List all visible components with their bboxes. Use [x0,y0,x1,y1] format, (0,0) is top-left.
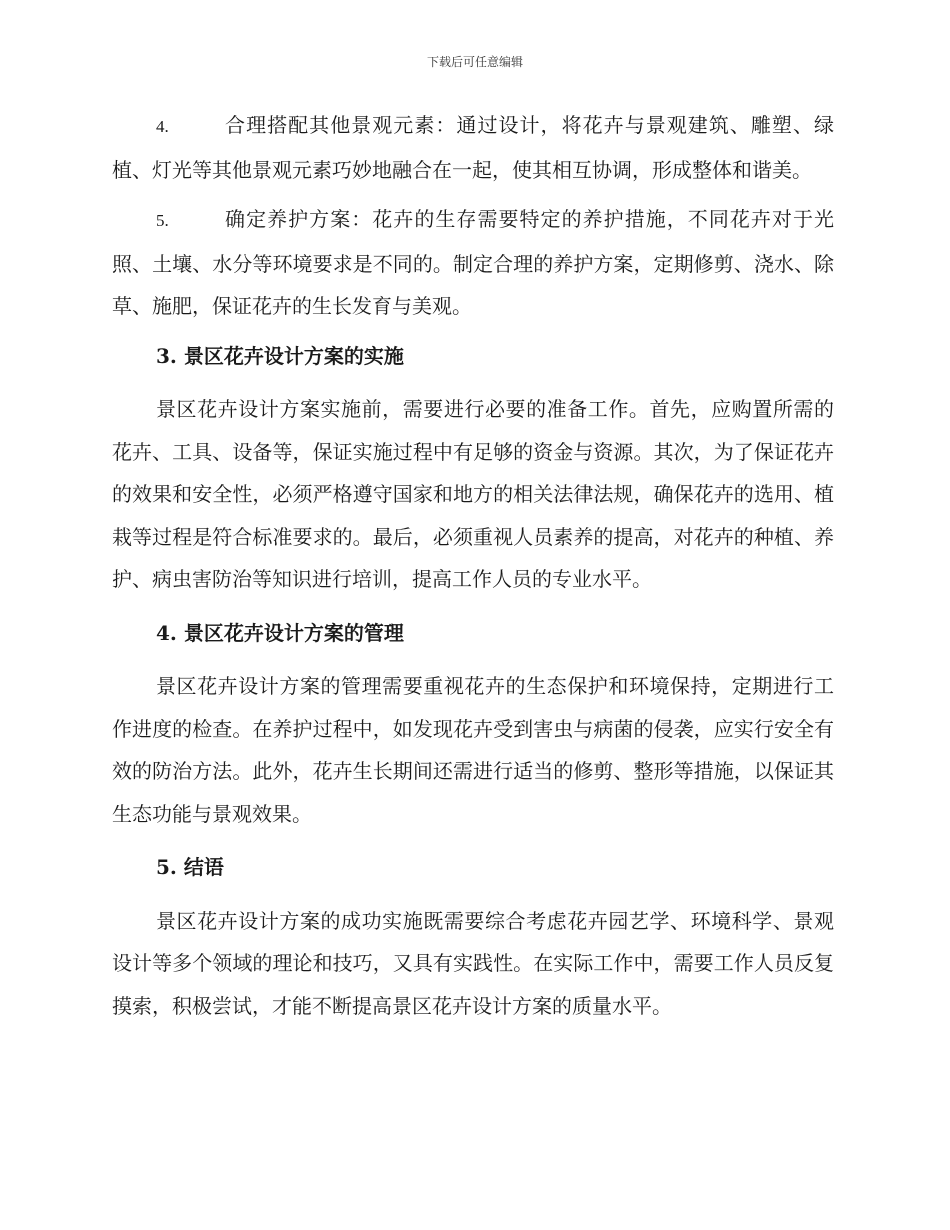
list-item-text: 合理搭配其他景观元素：通过设计，将花卉与景观建筑、雕塑、绿植、灯光等其他景观元素巧妙地融合在一起，使其相互协调，形成整体和谐美。 [112,113,834,182]
list-item-text: 确定养护方案：花卉的生存需要特定的养护措施，不同花卉对于光照、土壤、水分等环境要求是不同的。制定合理的养护方案，定期修剪、浇水、除草、施肥，保证花卉的生长发育与美观。 [112,207,834,318]
list-item-number: 4. [156,117,169,136]
document-body [112,104,834,1038]
body-paragraph: 景区花卉设计方案的管理需要重视花卉的生态保护和环境保持，定期进行工作进度的检查。在养护过程中，如发现花卉受到害虫与病菌的侵袭，应实行安全有效的防治方法。此外，花卉生长期间还需进行适当的修剪、整形等措施，以保证其生态功能与景观效果。 [112,674,834,826]
section-heading: 4. 景区花卉设计方案的管理 [156,620,404,645]
section-heading: 5. 结语 [156,855,224,879]
body-paragraph: 景区花卉设计方案实施前，需要进行必要的准备工作。首先，应购置所需的花卉、工具、设备等，保证实施过程中有足够的资金与资源。其次，为了保证花卉的效果和安全性，必须严格遵守国家和地方的相关法律法规，确保花卉的选用、植栽等过程是符合标准要求的。最后，必须重视人员素养的提高，对花卉的种植、养护、病虫害防治等知识进行培训，提高工作人员的专业水平。 [112,397,834,591]
list-item-number: 5. [156,211,169,230]
page-header: 下载后可任意编辑 [426,55,523,69]
list-item [112,198,834,328]
body-paragraph: 景区花卉设计方案的成功实施既需要综合考虑花卉园艺学、环境科学、景观设计等多个领域的理论和技巧，又具有实践性。在实际工作中，需要工作人员反复摸索，积极尝试，才能不断提高景区花卉设计方案的质量水平。 [112,908,834,1018]
list-item [112,104,834,191]
section-heading: 3. 景区花卉设计方案的实施 [156,343,404,368]
